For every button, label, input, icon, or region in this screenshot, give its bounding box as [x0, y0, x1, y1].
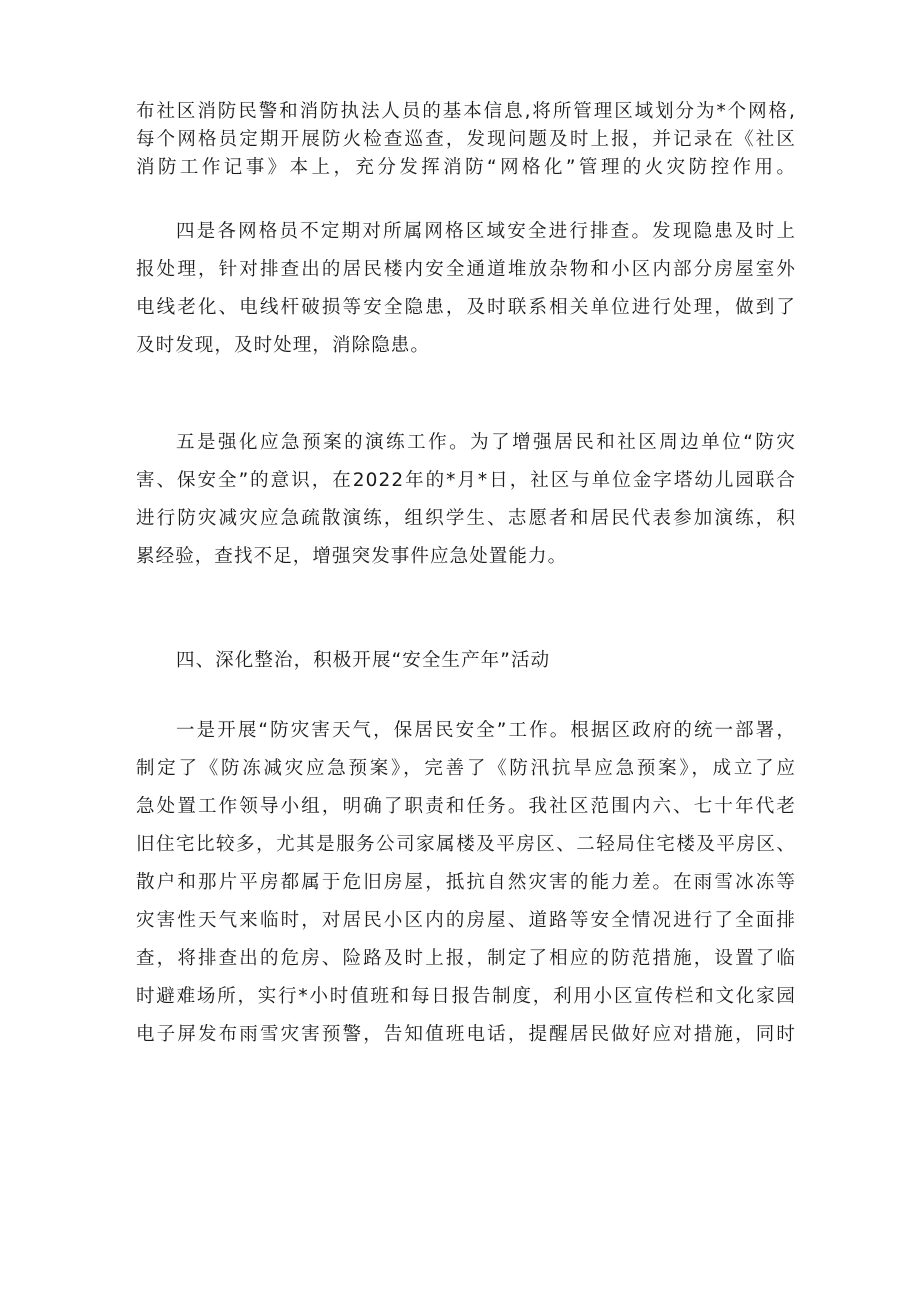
text-line: 害、保安全”的意识，在2022年的*月*日，社区与单位金字塔幼儿园联合	[136, 470, 796, 491]
text-line: 五是强化应急预案的演练工作。为了增强居民和社区周边单位“防灾	[176, 432, 796, 453]
paragraph-four-grid-inspection	[136, 213, 796, 365]
text-line: 累经验，查找不足，增强突发事件应急处置能力。	[136, 546, 568, 567]
text-line: 报处理，针对排查出的居民楼内安全通道堆放杂物和小区内部分房屋室外	[136, 259, 796, 280]
text-line: 布社区消防民警和消防执法人员的基本信息,将所管理区域划分为*个网格,	[136, 101, 796, 122]
text-line: 制定了《防冻减灾应急预案》，完善了《防汛抗旱应急预案》，成立了应	[136, 758, 796, 779]
text-line: 一是开展“防灾害天气，保居民安全”工作。根据区政府的统一部署，	[176, 720, 796, 741]
text-line: 四是各网格员不定期对所属网格区域安全进行排查。发现隐患及时上	[176, 221, 796, 242]
paragraph-one-disaster-weather	[136, 712, 796, 1054]
text-line: 灾害性天气来临时，对居民小区内的房屋、道路等安全情况进行了全面排	[136, 910, 796, 931]
section-heading-four	[136, 642, 796, 680]
text-line: 消防工作记事》本上，充分发挥消防“网格化”管理的火灾防控作用。	[136, 157, 796, 178]
heading-line: 四、深化整治，积极开展“安全生产年”活动	[176, 650, 551, 671]
text-line: 散户和那片平房都属于危旧房屋，抵抗自然灾害的能力差。在雨雪冰冻等	[136, 872, 796, 893]
text-line: 每个网格员定期开展防火检查巡查，发现问题及时上报，并记录在《社区	[136, 129, 796, 150]
text-line: 及时发现，及时处理，消除隐患。	[136, 335, 431, 356]
text-line: 急处置工作领导小组，明确了职责和任务。我社区范围内六、七十年代老	[136, 796, 796, 817]
paragraph-grid-management	[136, 98, 796, 182]
text-line: 进行防灾减灾应急疏散演练，组织学生、志愿者和居民代表参加演练，积	[136, 508, 796, 529]
text-line: 电线老化、电线杆破损等安全隐患，及时联系相关单位进行处理，做到了	[136, 297, 796, 318]
text-line: 查，将排查出的危房、险路及时上报，制定了相应的防范措施，设置了临	[136, 948, 796, 969]
paragraph-five-emergency-drill	[136, 424, 796, 576]
text-line: 电子屏发布雨雪灾害预警，告知值班电话，提醒居民做好应对措施，同时	[136, 1024, 796, 1045]
text-line: 时避难场所，实行*小时值班和每日报告制度，利用小区宣传栏和文化家园	[136, 986, 796, 1007]
text-line: 旧住宅比较多，尤其是服务公司家属楼及平房区、二轻局住宅楼及平房区、	[136, 834, 796, 855]
